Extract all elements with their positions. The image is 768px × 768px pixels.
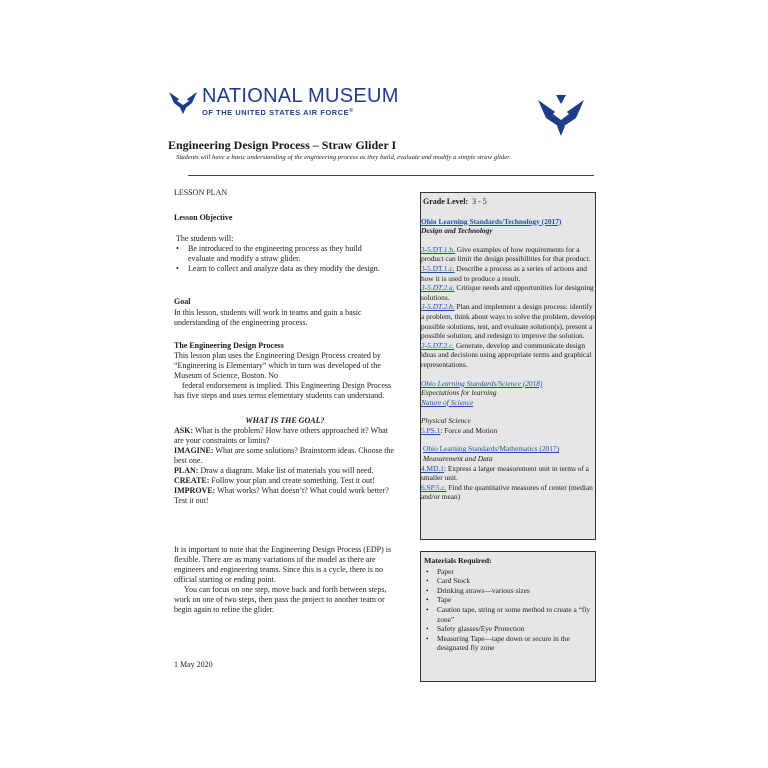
step-create: CREATE: Follow your plan and create something. Test it out!	[174, 476, 375, 485]
math-standards-link[interactable]: Ohio Learning Standards/Mathematics (2017)	[423, 444, 560, 454]
tech-standard-item: 3-5.DT.2.a. Critique needs and opportunities for designing solutions.	[421, 283, 594, 302]
page-title: Engineering Design Process – Straw Glider I	[168, 138, 397, 152]
goal-text: In this lesson, students will work in teams and gain a basic understanding of the engineering process.	[174, 308, 362, 327]
material-item: • Tape	[437, 595, 595, 605]
logo-subtitle: OF THE UNITED STATES AIR FORCE®	[202, 108, 354, 117]
tech-standards-subtitle: Design and Technology	[421, 226, 493, 236]
materials-heading: Materials Required:	[424, 556, 492, 565]
note-paragraph-1: It is important to note that the Engineering Design Process (EDP) is flexible. There are as many variations of the model as there are engineers and engineering teams. Since this is a cycle, there is no official starting or ending point.	[174, 545, 392, 584]
standards-box	[420, 192, 596, 540]
edp-paragraph-2: federal endorsement is implied. This Engineering Design Process has five steps and uses terms elementary students can understand.	[174, 381, 392, 400]
material-item: • Safety glasses/Eye Protection	[437, 624, 595, 634]
divider	[188, 175, 594, 176]
edp-heading: The Engineering Design Process	[174, 341, 284, 350]
edp-steps	[174, 426, 396, 506]
step-plan: PLAN: Draw a diagram. Make list of materials you will need.	[174, 466, 374, 475]
grade-level: Grade Level: 3 - 5	[423, 197, 487, 206]
step-improve: IMPROVE: What works? What doesn’t? What could work better? Test it out!	[174, 486, 389, 505]
lesson-plan-label: LESSON PLAN	[174, 188, 228, 197]
material-item: • Drinking straws—various sizes	[437, 586, 595, 596]
material-item: • Measuring Tape—tape down or secure in the designated fly zone	[437, 634, 595, 653]
science-standard-item: 5.PS.1: Force and Motion	[421, 425, 498, 435]
tech-standard-item: 3-5.DT.2.c. Generate, develop and communicate design ideas and decisions using appropriate terms and graphical representations.	[421, 340, 592, 369]
science-standards-link[interactable]: Ohio Learning Standards/Science (2018)	[421, 378, 543, 388]
objective-intro: The students will:	[176, 234, 234, 243]
nature-of-science-link[interactable]: Nature of Science	[421, 397, 474, 407]
edp-note	[174, 545, 396, 615]
tech-standard-item: 3-5.DT.2.b. Plan and implement a design process: identify a problem, think about ways to solve the problem, develop possible solutions, test, and evaluate solution(s), present a possible solution, and redesign to improve the solution.	[421, 302, 595, 341]
museum-wing-logo-icon	[168, 86, 198, 116]
material-item: • Card Stock	[437, 576, 595, 586]
page-subtitle: Students will have a basic understanding of the engineering process as they build, evaluate and modify a simple straw glider.	[176, 154, 511, 161]
material-item: • Paper	[437, 567, 595, 577]
tech-standard-item: 3-5.DT.1.c. Describe a process as a series of actions and how it is used to produce a result.	[421, 263, 587, 283]
objective-heading: Lesson Objective	[174, 213, 233, 222]
goal-heading: Goal	[174, 297, 191, 306]
materials-box	[420, 551, 596, 682]
goal-question: WHAT IS THE GOAL?	[245, 416, 325, 425]
note-paragraph-2: You can focus on one step, move back and forth between steps, work on one of two steps, then pass the project to another team or begin again to refine the glider.	[174, 585, 387, 614]
objective-section	[174, 234, 396, 274]
edp-paragraph-1: This lesson plan uses the Engineering Design Process created by “Engineering is Elementary” which in turn was developed of the Museum of Science, Boston. No	[174, 351, 381, 380]
step-imagine: IMAGINE: What are some solutions? Brainstorm ideas. Choose the best one.	[174, 446, 395, 465]
material-item: • Caution tape, string or some method to create a “fly zone”	[437, 605, 595, 624]
objective-item: • Be introduced to the engineering process as they build evaluate and modify a straw glider.	[188, 244, 388, 264]
air-force-symbol-icon	[536, 92, 586, 138]
math-standards-subtitle: Measurement and Data	[423, 454, 493, 464]
tech-standards-link[interactable]: Ohio Learning Standards/Technology (2017)	[421, 216, 562, 226]
science-expectations: Expectations for learning	[421, 388, 497, 398]
objective-item: • Learn to collect and analyze data as they modify the design.	[188, 264, 388, 274]
date: 1 May 2020	[174, 660, 213, 669]
edp-text	[174, 351, 396, 401]
math-standard-item: 6.SP.5.c. Find the quantitative measures of center (median and/or mean)	[421, 482, 593, 502]
physical-science-label: Physical Science	[421, 416, 471, 426]
museum-logo	[202, 86, 412, 117]
math-standard-item: 4.MD.1: Express a larger measurement unit in terms of a smaller unit.	[421, 463, 589, 483]
logo-title: NATIONAL MUSEUM	[202, 85, 399, 107]
step-ask: ASK: What is the problem? How have others approached it? What are your constraints or limits?	[174, 426, 388, 445]
tech-standard-item: 3-5.DT.1.b. Give examples of how requirements for a product can limit the design possibilities for that product.	[421, 244, 591, 264]
